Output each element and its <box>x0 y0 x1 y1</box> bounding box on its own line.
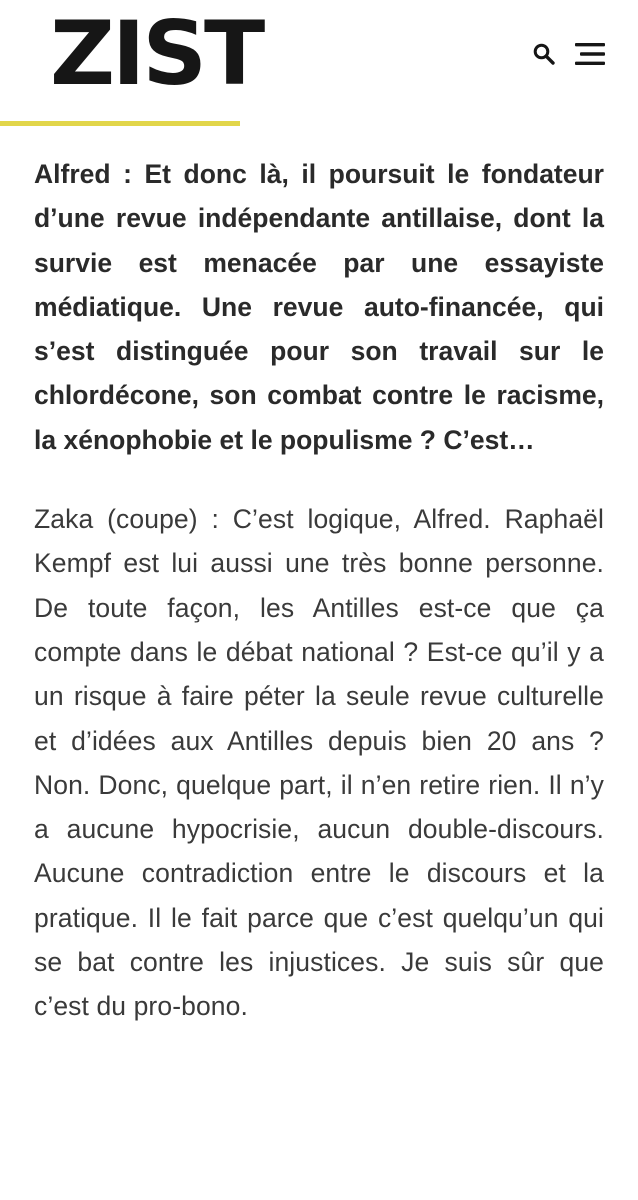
site-header <box>0 0 638 126</box>
question-paragraph: Alfred : Et donc là, il poursuit le fondateur d’une revue indépendante antillaise, dont la survie est menacée par une essayiste médiatique. Une revue auto-financée, qui s’est distinguée pour son travail sur le chlordécone, son combat contre le racisme, la xénophobie et le populisme ? C’est… <box>34 159 604 455</box>
hamburger-menu-icon <box>575 40 605 68</box>
search-icon <box>532 42 556 66</box>
article-body <box>34 152 604 1029</box>
answer-paragraph: Zaka (coupe) : C’est logique, Alfred. Raphaël Kempf est lui aussi une très bonne personne. De toute façon, les Antilles est-ce que ça compte dans le débat national ? Est-ce qu’il y a un risque à faire péter la seule revue culturelle et d’idées aux Antilles depuis bien 20 ans ? Non. Donc, quelque part, il n’en retire rien. Il n’y a aucune hypocrisie, aucun double-discours. Aucune contradiction entre le discours et la pratique. Il le fait parce que c’est quelqu’un qui se bat contre les injustices. Je suis sûr que c’est du pro-bono. <box>34 504 604 1022</box>
site-logo[interactable]: ZIST <box>50 2 263 105</box>
menu-button[interactable] <box>575 40 605 68</box>
logo-accent-bar <box>0 121 240 126</box>
search-button[interactable] <box>532 42 556 66</box>
